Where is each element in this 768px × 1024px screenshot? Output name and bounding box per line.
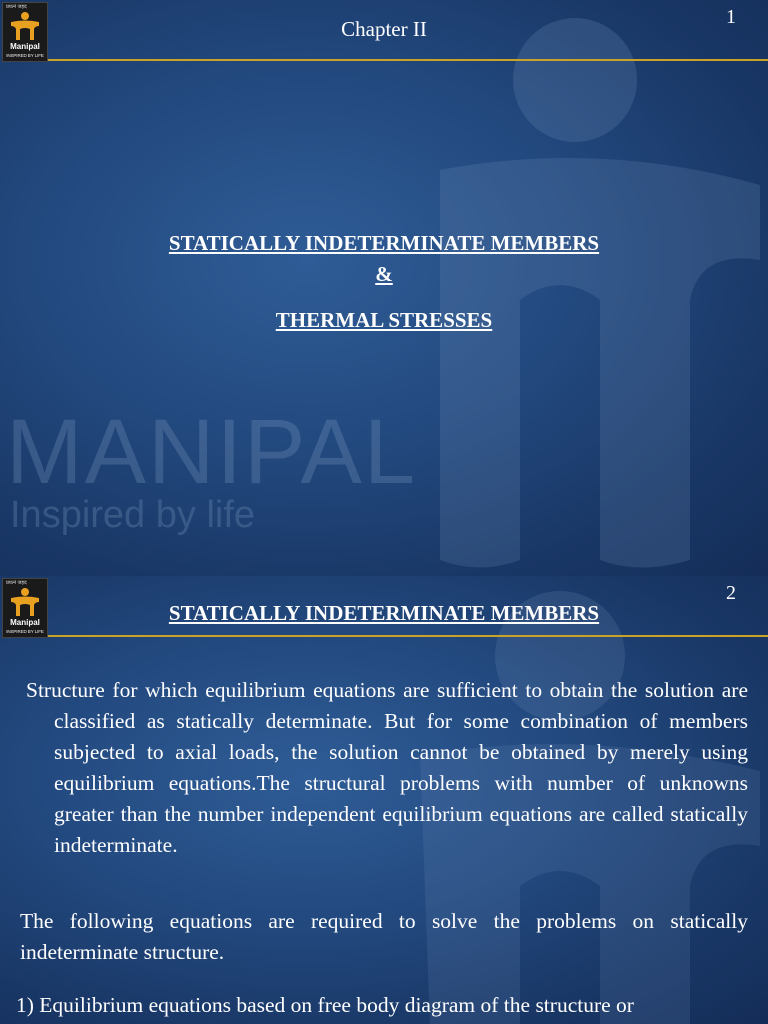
list-item-1: 1) Equilibrium equations based on free body diagram of the structure or <box>16 993 634 1017</box>
logo-name: Manipal <box>10 618 40 627</box>
title-line-1: STATICALLY INDETERMINATE MEMBERS <box>168 231 600 255</box>
chapter-title: Chapter II <box>341 17 427 41</box>
paragraph-definition: Structure for which equilibrium equations are sufficient to obtain the solution are classified as statically determinate. But for some combination of members subjected to axial loads, the solution cannot be obtained by merely using equilibrium equations.The structural problems with number of unknowns greater than the number independent equilibrium equations are called statically indeterminate. <box>26 678 748 857</box>
watermark-slogan: Inspired by life <box>10 494 256 536</box>
section-heading: STATICALLY INDETERMINATE MEMBERS <box>168 601 600 625</box>
title-line-3: THERMAL STRESSES <box>275 308 493 332</box>
header-divider <box>48 635 768 637</box>
logo-tagline: INSPIRED BY LIFE <box>6 629 44 634</box>
logo-motto: प्रयत्नं जहद <box>6 580 27 586</box>
header-bar <box>0 0 768 60</box>
paragraph-requirements: The following equations are required to solve the problems on statically indeterminate structure. <box>20 909 748 964</box>
watermark-brand: MANIPAL <box>6 401 418 503</box>
page-number: 1 <box>726 6 736 28</box>
logo-motto: प्रयत्नं जहद <box>6 4 27 10</box>
logo-name: Manipal <box>10 42 40 51</box>
slide-title <box>0 228 768 336</box>
logo-tagline: INSPIRED BY LIFE <box>6 53 44 58</box>
page-number: 2 <box>726 582 736 604</box>
header-divider <box>48 59 768 61</box>
slide-2-title <box>0 598 768 629</box>
title-line-2: & <box>375 262 393 286</box>
